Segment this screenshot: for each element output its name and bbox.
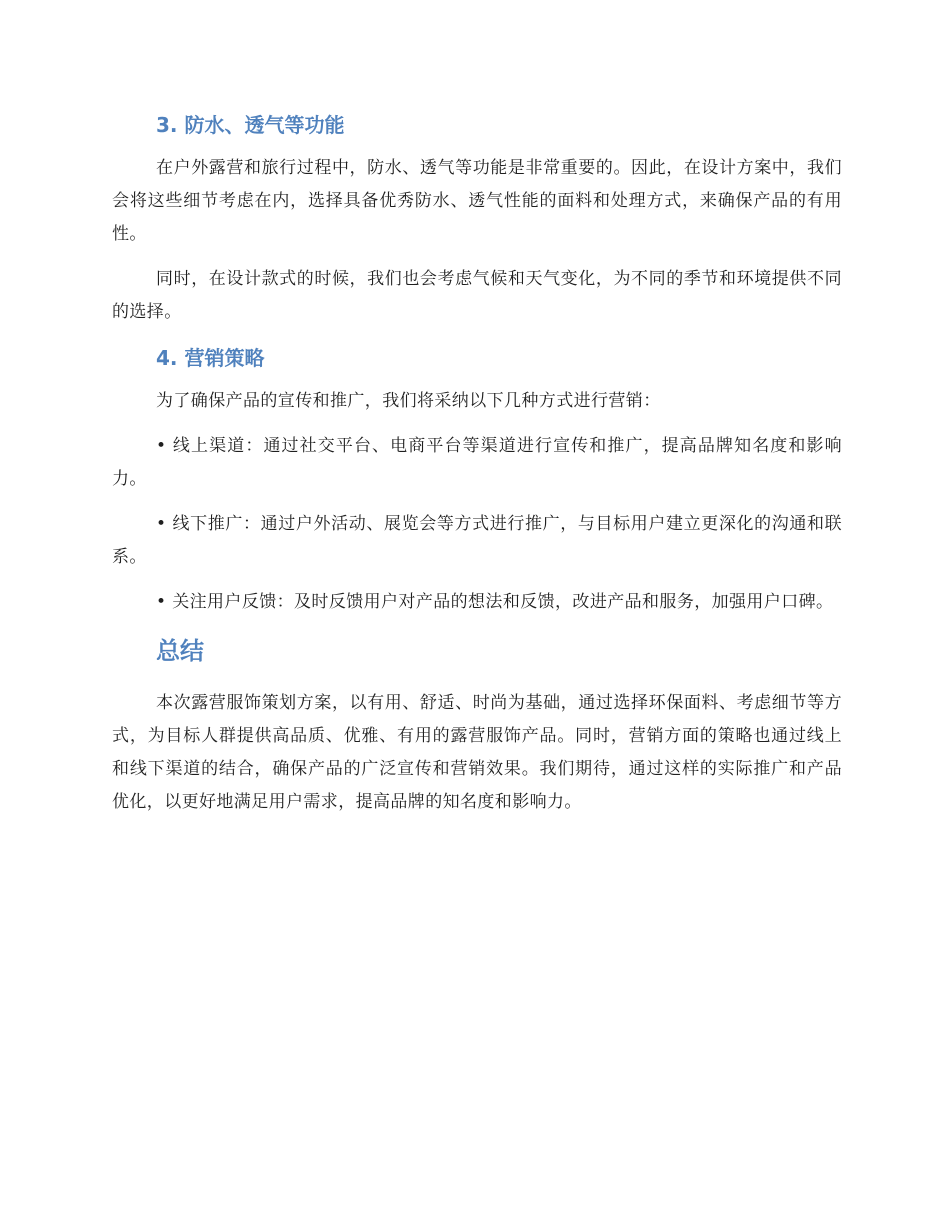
bullet-item-online: • 线上渠道：通过社交平台、电商平台等渠道进行宣传和推广，提高品牌知名度和影响力。 xyxy=(112,436,842,489)
section-heading-marketing: 4. 营销策略 xyxy=(156,346,265,370)
bullet-item-feedback: • 关注用户反馈：及时反馈用户对产品的想法和反馈，改进产品和服务，加强用户口碑。 xyxy=(156,592,834,612)
document-body xyxy=(112,108,842,831)
section-heading-summary: 总结 xyxy=(156,637,204,665)
paragraph: 同时，在设计款式的时候，我们也会考虑气候和天气变化，为不同的季节和环境提供不同的选择。 xyxy=(112,269,842,322)
paragraph: 为了确保产品的宣传和推广，我们将采纳以下几种方式进行营销： xyxy=(156,391,661,411)
paragraph: 在户外露营和旅行过程中，防水、透气等功能是非常重要的。因此，在设计方案中，我们会将这些细节考虑在内，选择具备优秀防水、透气性能的面料和处理方式，来确保产品的有用性。 xyxy=(112,158,842,244)
section-heading-waterproof: 3. 防水、透气等功能 xyxy=(156,113,345,137)
paragraph: 本次露营服饰策划方案，以有用、舒适、时尚为基础，通过选择环保面料、考虑细节等方式，为目标人群提供高品质、优雅、有用的露营服饰产品。同时，营销方面的策略也通过线上和线下渠道的结合，确保产品的广泛宣传和营销效果。我们期待，通过这样的实际推广和产品优化，以更好地满足用户需求，提高品牌的知名度和影响力。 xyxy=(112,693,842,812)
bullet-item-offline: • 线下推广：通过户外活动、展览会等方式进行推广，与目标用户建立更深化的沟通和联系。 xyxy=(112,514,842,567)
